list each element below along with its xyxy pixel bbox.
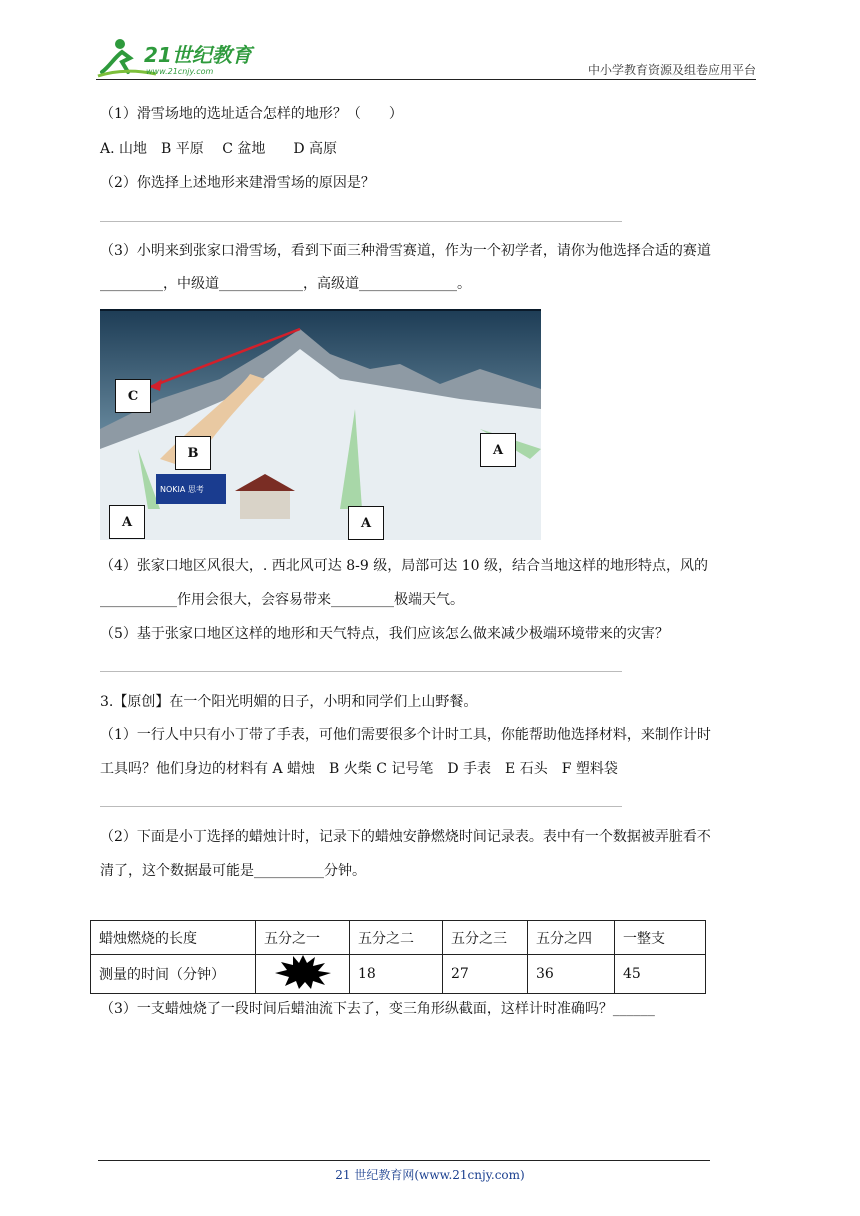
s3-q3-prompt: （3）一支蜡烛烧了一段时间后蜡油流下去了，变三角形纵截面，这样计时准确吗？______ [100, 1001, 655, 1017]
s3-q2-prompt: （2）下面是小丁选择的蜡烛计时，记录下的蜡烛安静燃烧时间记录表。表中有一个数据被弄脏看不 [100, 829, 711, 845]
ink-blot-icon [275, 955, 331, 989]
s3-q1-prompt: （1）一行人中只有小丁带了手表，可他们需要很多个计时工具，你能帮助他选择材料，来制作计时 [100, 727, 711, 743]
table-row [91, 921, 706, 955]
svg-text:NOKIA 思考: NOKIA 思考 [160, 485, 204, 494]
table-row [91, 955, 706, 994]
q5-prompt: （5）基于张家口地区这样的地形和天气特点，我们应该怎么做来减少极端环境带来的灾害？ [100, 626, 669, 642]
q3-blanks: _________，中级道____________，高级道______________。 [100, 276, 471, 292]
svg-text:www.21cnjy.com: www.21cnjy.com [146, 67, 214, 76]
table-cell: 36 [528, 955, 615, 994]
q1-options: A. 山地 B 平原 C 盆地 D 高原 [100, 141, 338, 157]
slope-label-a: A [480, 433, 516, 467]
smudged-cell [256, 955, 350, 994]
site-logo [96, 36, 256, 80]
table-cell: 18 [350, 955, 443, 994]
slope-label-a: A [109, 505, 145, 539]
footer-divider [98, 1160, 710, 1161]
slope-label-c: C [115, 379, 151, 413]
table-cell: 27 [443, 955, 528, 994]
q1-prompt: （1）滑雪场地的选址适合怎样的地形？（ ） [100, 106, 403, 122]
q3-prompt: （3）小明来到张家口滑雪场，看到下面三种滑雪赛道，作为一个初学者，请你为他选择合适的赛道 [100, 243, 711, 259]
ski-slope-photo [100, 309, 541, 540]
table-cell: 蜡烛燃烧的长度 [91, 921, 256, 955]
answer-line [100, 671, 622, 672]
table-cell: 五分之四 [528, 921, 615, 955]
q4-prompt: （4）张家口地区风很大，. 西北风可达 8-9 级，局部可达 10 级，结合当地这样的地形特点，风的 [100, 558, 708, 574]
q4-blanks: ___________作用会很大，会容易带来_________极端天气。 [100, 592, 464, 608]
table-cell: 五分之一 [256, 921, 350, 955]
candle-time-table [90, 920, 706, 994]
platform-name: 中小学教育资源及组卷应用平台 [587, 63, 756, 77]
s3-q1-materials: 工具吗？他们身边的材料有 A 蜡烛 B 火柴 C 记号笔 D 手表 E 石头 F 塑料袋 [100, 761, 618, 777]
answer-line [100, 221, 622, 222]
header-divider [96, 79, 756, 80]
footer-link[interactable]: 21 世纪教育网(www.21cnjy.com) [335, 1168, 525, 1182]
answer-line [100, 806, 622, 807]
table-cell: 一整支 [615, 921, 706, 955]
slope-label-b: B [175, 436, 211, 470]
slope-label-a: A [348, 506, 384, 540]
table-cell: 45 [615, 955, 706, 994]
section3-title: 3.【原创】在一个阳光明媚的日子，小明和同学们上山野餐。 [100, 694, 478, 710]
s3-q2-blank: 清了，这个数据最可能是__________分钟。 [100, 863, 366, 879]
svg-text:21世纪教育: 21世纪教育 [144, 43, 252, 67]
table-cell: 测量的时间（分钟） [91, 955, 256, 994]
q2-prompt: （2）你选择上述地形来建滑雪场的原因是？ [100, 175, 375, 191]
table-cell: 五分之三 [443, 921, 528, 955]
table-cell: 五分之二 [350, 921, 443, 955]
